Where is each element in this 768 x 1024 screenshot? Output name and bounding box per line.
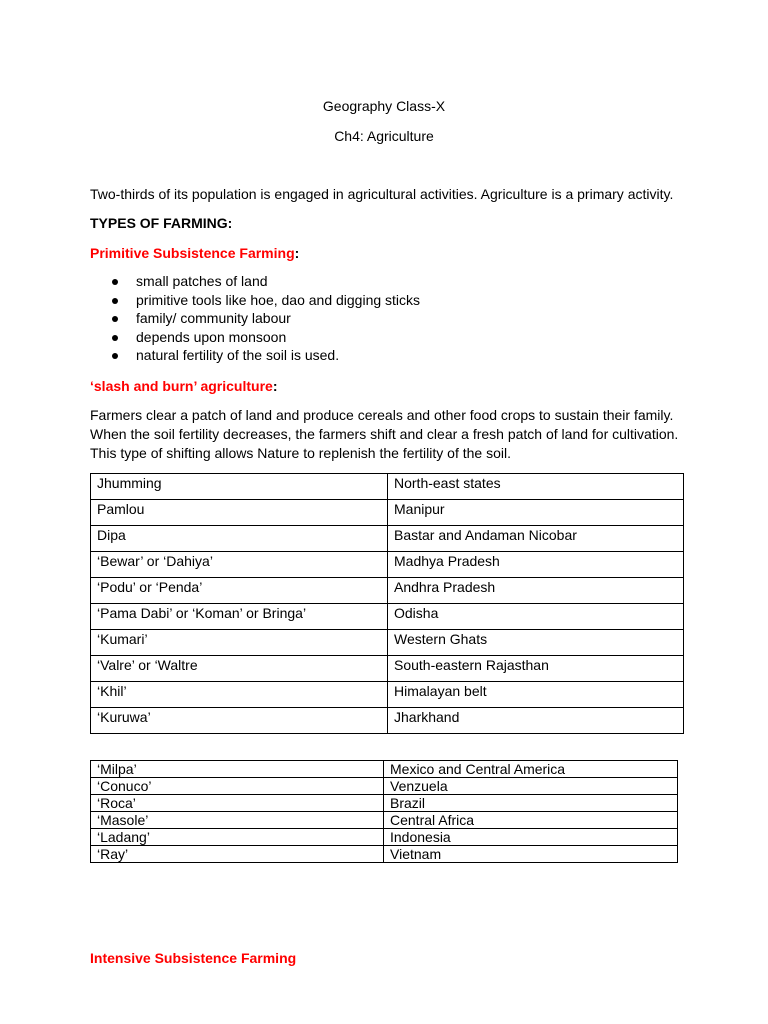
bullet-dot-icon: [112, 316, 118, 322]
bullet-text: natural fertility of the soil is used.: [136, 347, 340, 363]
bullet-item: [90, 272, 420, 291]
table-row: [91, 578, 684, 604]
table-row: [91, 778, 678, 795]
bullet-text: primitive tools like hoe, dao and digging sticks: [136, 291, 421, 308]
table-cell: Venzuela: [384, 778, 678, 795]
intensive-heading: Intensive Subsistence Farming: [90, 950, 297, 966]
table-row: [91, 682, 684, 708]
table-cell: South-eastern Rajasthan: [388, 656, 684, 682]
intro-paragraph: Two-thirds of its population is engaged in agricultural activities. Agriculture is a primary activity.: [90, 186, 674, 202]
slash-burn-heading-colon: :: [272, 378, 278, 394]
primitive-heading: [90, 245, 299, 261]
paragraph-line: When the soil fertility decreases, the farmers shift and clear a fresh patch of land for cultivation.: [90, 426, 679, 442]
table-cell: ‘Kuruwa’: [91, 708, 388, 734]
table-cell: Vietnam: [384, 846, 678, 863]
table-cell: Brazil: [384, 795, 678, 812]
table-cell: ‘Pama Dabi’ or ‘Koman’ or Bringa’: [91, 604, 388, 630]
table-row: [91, 829, 678, 846]
paragraph-line: Farmers clear a patch of land and produce cereals and other food crops to sustain their family.: [90, 407, 674, 423]
types-heading: TYPES OF FARMING:: [90, 215, 233, 231]
table-cell: North-east states: [388, 474, 684, 500]
table-cell: ‘Khil’: [91, 682, 388, 708]
table-cell: ‘Roca’: [91, 795, 384, 812]
table-cell: Himalayan belt: [388, 682, 684, 708]
table-cell: ‘Ray’: [91, 846, 384, 863]
bullet-text: family/ community labour: [136, 310, 291, 326]
table-cell: ‘Valre’ or ‘Waltre: [91, 656, 388, 682]
slash-burn-heading-text: ‘slash and burn’ agriculture: [90, 378, 273, 394]
table-row: [91, 812, 678, 829]
table-cell: Bastar and Andaman Nicobar: [388, 526, 684, 552]
table-cell: Manipur: [388, 500, 684, 526]
bullet-item: [90, 346, 420, 365]
slash-burn-heading: [90, 378, 278, 394]
table-cell: Odisha: [388, 604, 684, 630]
world-shifting-cultivation-table: [90, 760, 678, 863]
table-row: [91, 474, 684, 500]
bullet-dot-icon: [112, 279, 118, 285]
bullet-dot-icon: [112, 335, 118, 341]
primitive-heading-text: Primitive Subsistence Farming: [90, 245, 295, 261]
primitive-bullet-list: [90, 272, 420, 365]
table-cell: Jharkhand: [388, 708, 684, 734]
primitive-heading-colon: :: [294, 245, 300, 261]
table-cell: ‘Podu’ or ‘Penda’: [91, 578, 388, 604]
bullet-dot-icon: [112, 353, 118, 359]
slash-burn-paragraph: [90, 406, 730, 463]
table-row: [91, 552, 684, 578]
table-row: [91, 846, 678, 863]
table-cell: Central Africa: [384, 812, 678, 829]
document-title: Geography Class-X: [322, 98, 446, 114]
table-cell: ‘Ladang’: [91, 829, 384, 846]
table-row: [91, 630, 684, 656]
table-row: [91, 708, 684, 734]
chapter-title: Ch4: Agriculture: [334, 128, 434, 144]
bullet-text: depends upon monsoon: [136, 328, 287, 345]
table-cell: Indonesia: [384, 829, 678, 846]
bullet-item: [90, 309, 420, 328]
table-cell: ‘Masole’: [91, 812, 384, 829]
table-cell: Andhra Pradesh: [388, 578, 684, 604]
bullet-item: [90, 291, 420, 310]
table-row: [91, 761, 678, 778]
table-cell: Mexico and Central America: [384, 761, 678, 778]
table-cell: ‘Milpa’: [91, 761, 384, 778]
table-cell: ‘Kumari’: [91, 630, 388, 656]
table-cell: Dipa: [91, 526, 388, 552]
bullet-dot-icon: [112, 298, 118, 304]
bullet-text: small patches of land: [136, 273, 268, 289]
table-row: [91, 604, 684, 630]
table-cell: Jhumming: [91, 474, 388, 500]
table-row: [91, 526, 684, 552]
table-cell: ‘Bewar’ or ‘Dahiya’: [91, 552, 388, 578]
bullet-item: [90, 328, 420, 347]
table-row: [91, 795, 678, 812]
table-cell: Madhya Pradesh: [388, 552, 684, 578]
india-shifting-cultivation-table: [90, 473, 684, 734]
table-cell: ‘Conuco’: [91, 778, 384, 795]
paragraph-line: This type of shifting allows Nature to replenish the fertility of the soil.: [90, 445, 511, 461]
table-row: [91, 500, 684, 526]
table-row: [91, 656, 684, 682]
table-cell: Western Ghats: [388, 630, 684, 656]
table-cell: Pamlou: [91, 500, 388, 526]
